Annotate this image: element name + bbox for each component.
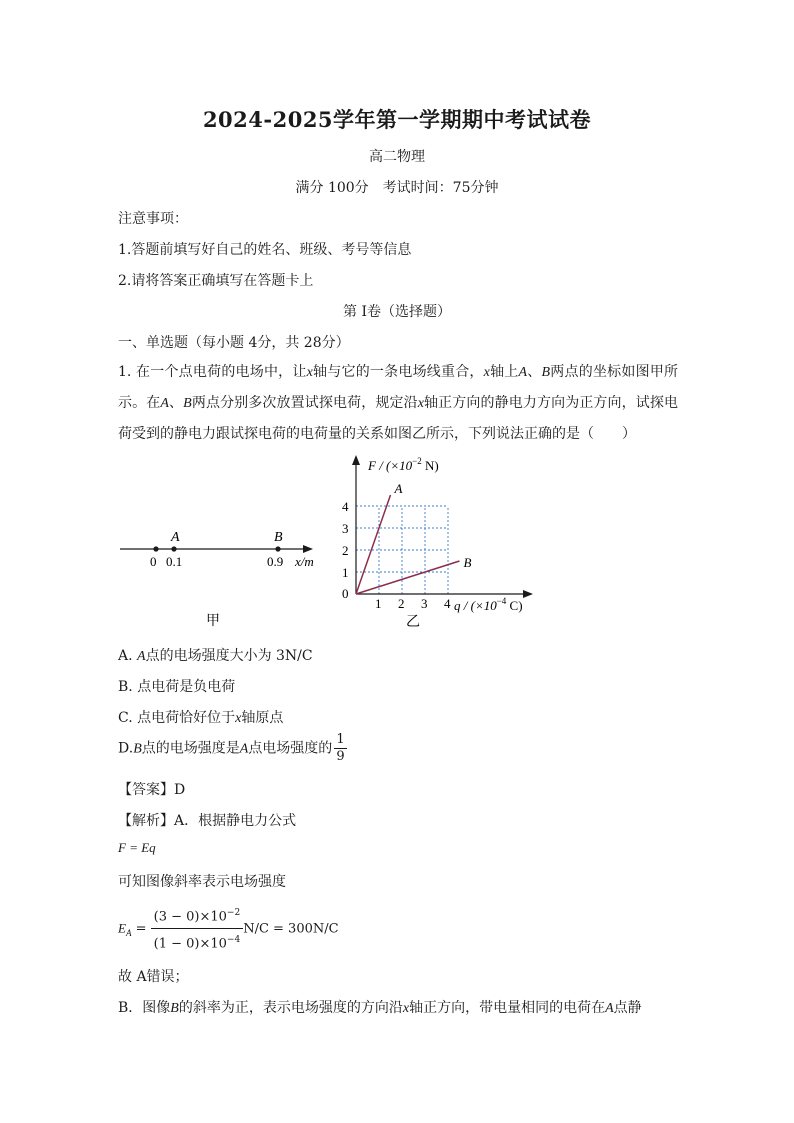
option-d	[118, 732, 347, 765]
stem-part: 两点分别多次放置试探电荷，规定沿	[191, 395, 418, 411]
x-tick-label: 1	[375, 596, 382, 611]
ea-den-text: (1 − 0)×10	[153, 936, 227, 952]
stem-part: 轴上	[489, 364, 519, 380]
ea-denominator	[151, 929, 244, 953]
b-text: B．图像	[118, 1000, 171, 1016]
x-tick-label: 3	[421, 596, 428, 611]
series-line-b	[356, 561, 460, 594]
var-a: A	[239, 741, 249, 757]
subject-line: 高二物理	[369, 149, 425, 165]
volume-heading: 第 I卷（选择题）	[343, 304, 451, 320]
x-axis-arrow	[303, 545, 313, 553]
var-b: B	[183, 396, 192, 411]
label-b: B	[274, 530, 283, 545]
x-label-unit: C)	[506, 598, 523, 613]
option-a-text: 点的电场强度大小为 3N/C	[145, 648, 313, 664]
option-b: B. 点电荷是负电荷	[118, 679, 236, 695]
point-a	[171, 546, 176, 551]
stem-part: 两点的坐标如图甲所示。在	[118, 364, 679, 411]
x-label-main: q / (×10	[454, 598, 497, 613]
fraction-den: 9	[336, 749, 345, 764]
part-heading: 一、单选题（每小题 4分，共 28分）	[118, 335, 350, 351]
figure-jia	[118, 525, 328, 635]
a-wrong-line: 故 A错误；	[118, 969, 189, 985]
slope-text: 可知图像斜率表示电场强度	[118, 874, 286, 890]
option-c-suffix: 轴原点	[241, 710, 284, 726]
tick-0: 0	[150, 554, 157, 569]
var-x: x	[235, 711, 242, 726]
var-a: A	[137, 649, 146, 664]
y-axis-arrow	[352, 455, 360, 465]
tick-0-1: 0.1	[166, 554, 183, 569]
tick-0-9: 0.9	[267, 554, 284, 569]
ea-numerator	[151, 904, 244, 929]
var-x: x	[483, 365, 490, 380]
b-analysis-line	[118, 997, 642, 1017]
series-label-b: B	[463, 555, 472, 570]
answer-line: 【答案】D	[118, 782, 186, 798]
figure-yi	[330, 452, 540, 634]
option-d-prefix: D.	[118, 740, 134, 757]
var-x: x	[417, 396, 424, 411]
ea-num-exp: −2	[226, 908, 241, 918]
y-tick-label: 3	[342, 521, 349, 536]
y-tick-label: 4	[342, 499, 349, 514]
label-a: A	[171, 530, 180, 545]
x-label-exp: −4	[496, 596, 507, 606]
stem-part: 轴与它的一条电场线重合，	[312, 364, 484, 380]
exam-title: 2024-2025学年第一学期期中考试试卷	[202, 107, 592, 132]
fraction-one-ninth	[334, 732, 346, 765]
ea-result: N/C = 300N/C	[243, 921, 339, 937]
stem-part: 1. 在一个点电荷的电场中，让	[118, 364, 307, 380]
var-a: A	[160, 396, 169, 411]
stem-part: 轴正方向的静电力方向为正方向，试探电荷受到的静电力跟试探电荷的电荷量的关系如图乙所示，下列说法正确的是（ ）	[118, 395, 679, 442]
point-b	[275, 546, 280, 551]
formula-f-eq: F = Eq	[118, 840, 156, 855]
y-tick-label: 1	[342, 565, 349, 580]
caption-yi: 乙	[406, 615, 420, 630]
ea-fraction	[151, 904, 244, 954]
formula-ea: $E_A$ = $\frac{(3 - 0)\times 10^{-2}}{(1 - 0)\times 10^{-4}}$ N/C = 300N/C	[118, 904, 339, 954]
point-origin	[153, 546, 158, 551]
y-label-exp: −2	[412, 456, 422, 466]
ea-subscript: A	[125, 927, 132, 938]
x-axis-arrow	[523, 590, 533, 598]
question-1-stem	[118, 357, 678, 450]
option-a	[118, 645, 313, 665]
option-d-text: 点的电场强度是	[141, 740, 240, 757]
series-label-a: A	[394, 481, 403, 496]
ea-den-exp: −4	[226, 935, 241, 946]
y-label-main: F / (×10	[368, 458, 413, 473]
notes-item-2: 2.请将答案正确填写在答题卡上	[118, 273, 314, 289]
stem-sep: 、	[527, 364, 542, 380]
var-b: B	[170, 1001, 179, 1016]
b-text: 轴正方向，带电量相同的电荷在	[409, 1000, 606, 1016]
option-c-prefix: C. 点电荷恰好位于	[118, 710, 236, 726]
y-tick-label: 2	[342, 543, 349, 558]
caption-jia: 甲	[206, 614, 220, 629]
option-c	[118, 707, 283, 727]
var-b: B	[541, 365, 551, 380]
option-d-text: 点电场强度的	[248, 740, 333, 757]
stem-sep: 、	[168, 395, 184, 411]
score-time-line: 满分 100分 考试时间：75分钟	[295, 180, 499, 196]
x-axis-label	[454, 596, 523, 613]
x-tick-label: 4	[444, 596, 451, 611]
b-text: 点静	[613, 1000, 642, 1016]
option-a-prefix: A.	[118, 648, 133, 664]
notes-item-1: 1.答题前填写好自己的姓名、班级、考号等信息	[118, 242, 412, 258]
var-a: A	[605, 1001, 614, 1016]
ea-num-text: (3 − 0)×10	[153, 909, 227, 925]
var-x: x	[402, 1001, 410, 1016]
x-tick-label: 2	[398, 596, 405, 611]
origin-label: 0	[342, 586, 349, 601]
y-label-unit: N)	[421, 458, 439, 473]
series	[356, 481, 472, 594]
b-text: 的斜率为正，表示电场强度的方向沿	[178, 1000, 403, 1016]
y-axis-label	[367, 456, 439, 473]
fraction-num: 1	[336, 732, 345, 747]
var-x: x	[306, 365, 313, 380]
var-a: A	[518, 365, 528, 380]
var-b: B	[133, 741, 142, 757]
analysis-head: 【解析】A．根据静电力公式	[118, 813, 297, 829]
axis-label-x: x/m	[295, 554, 314, 569]
grid	[356, 506, 448, 594]
notes-heading: 注意事项：	[118, 211, 188, 227]
series-line-a	[356, 495, 391, 594]
ea-symbol: E	[118, 920, 126, 936]
